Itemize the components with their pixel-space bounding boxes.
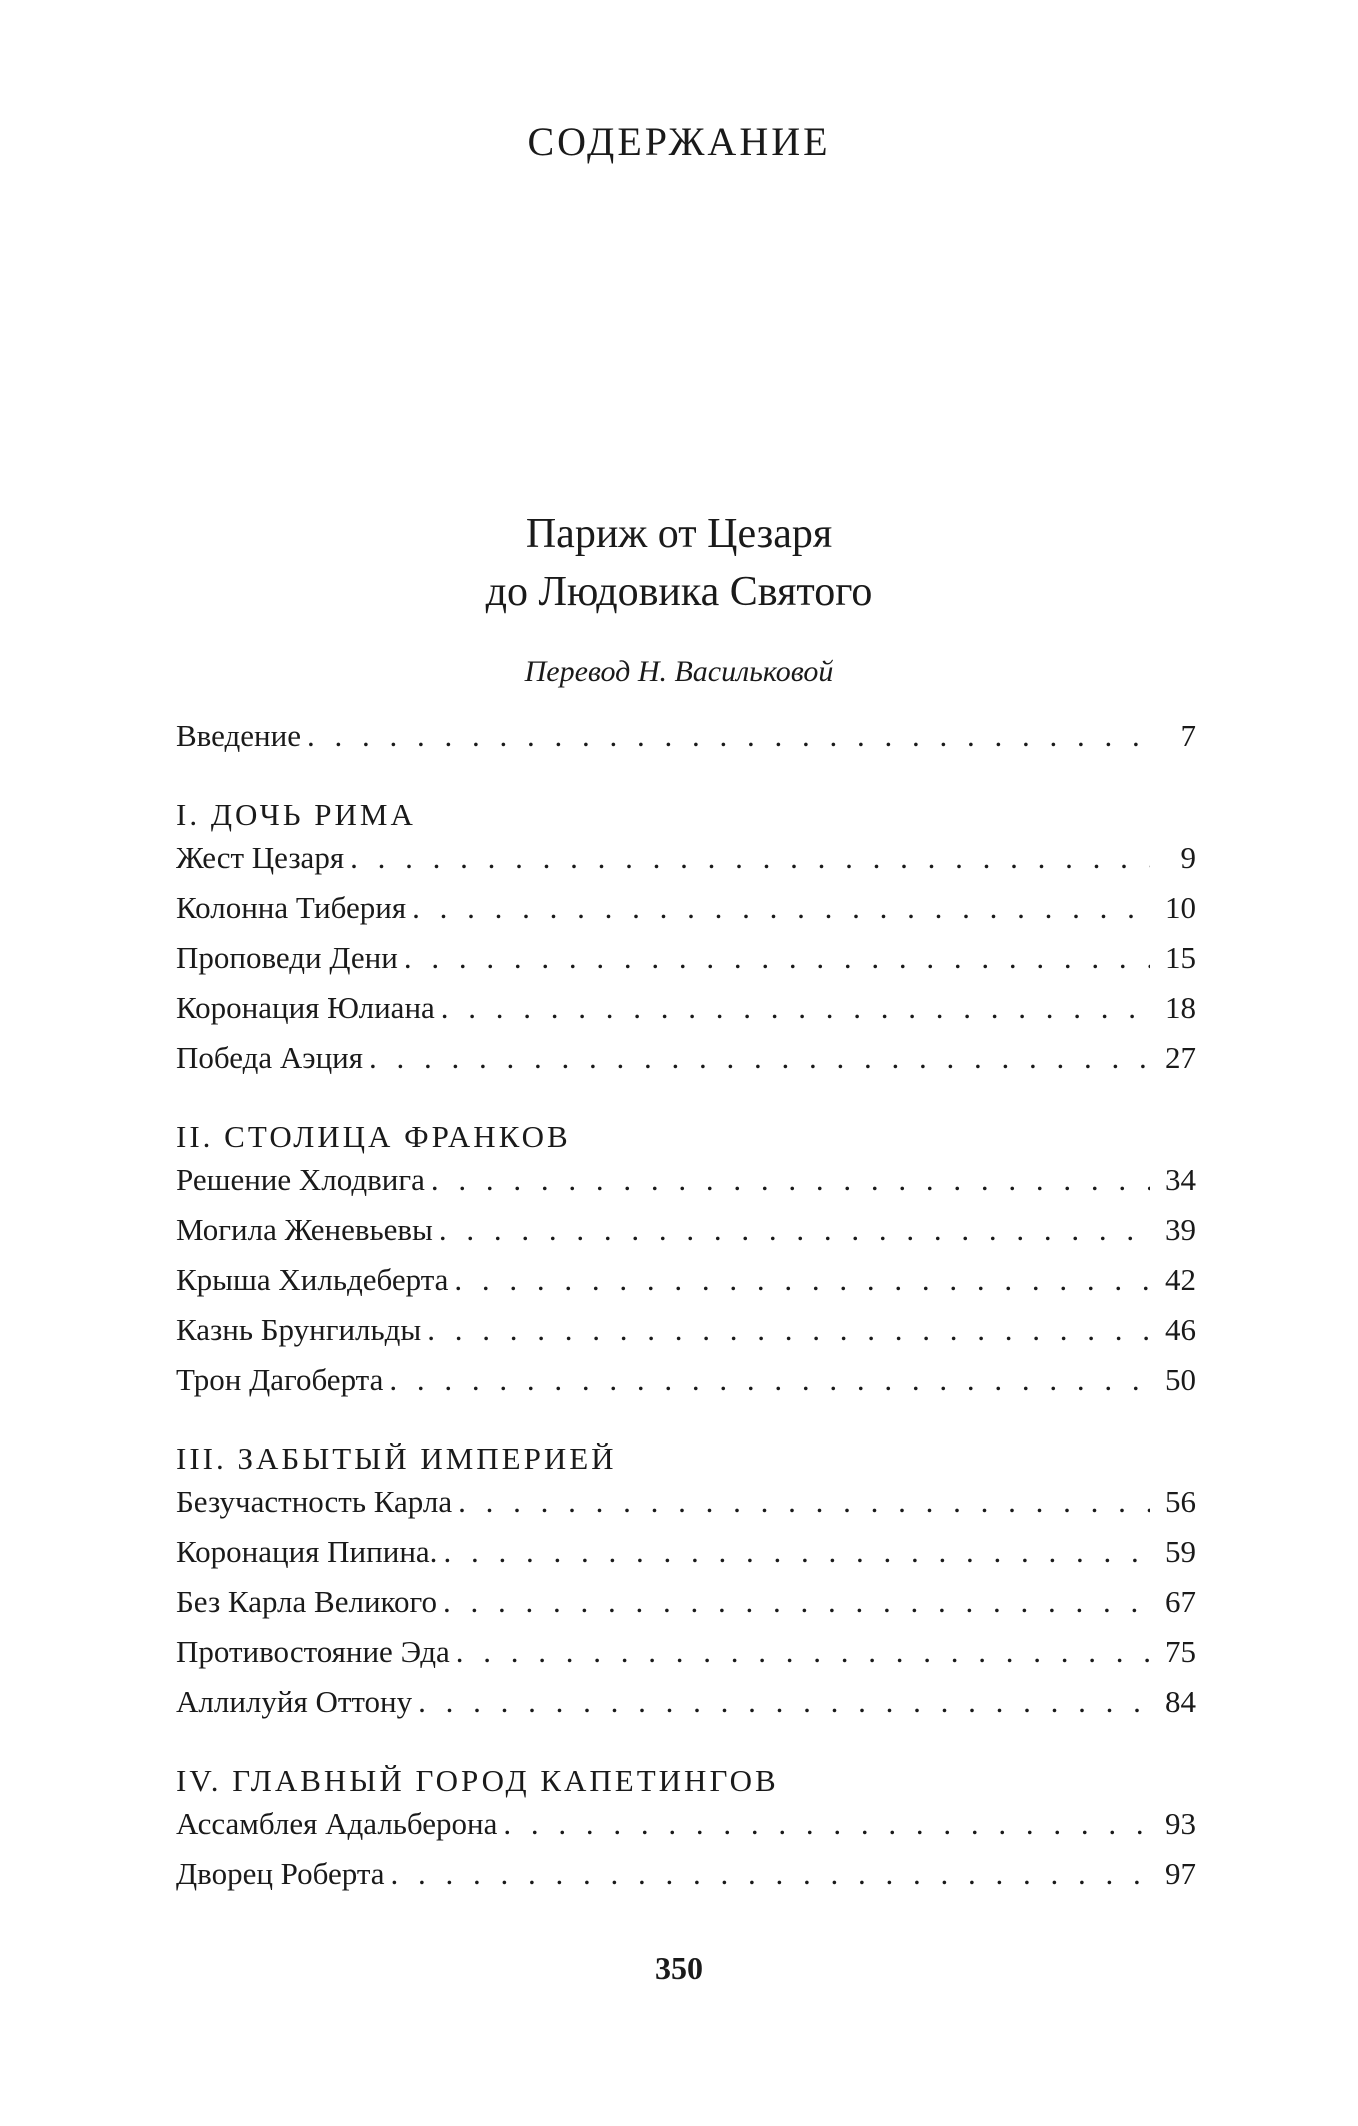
toc-entry-label: Казнь Брунгильды <box>176 1312 422 1347</box>
toc-leader-dots <box>443 1534 1150 1570</box>
toc-entry-label: Безучастность Карла <box>176 1484 453 1519</box>
toc-entry[interactable] <box>176 1684 1196 1734</box>
toc-entry[interactable] <box>176 1312 1196 1362</box>
toc-leader-dots <box>503 1806 1150 1842</box>
toc-entry[interactable] <box>176 840 1196 890</box>
toc-entry[interactable] <box>176 1584 1196 1634</box>
toc-entry-label: Трон Дагоберта <box>176 1362 384 1397</box>
toc-leader-dots <box>441 990 1150 1026</box>
book-title <box>0 505 1358 621</box>
toc-entry[interactable] <box>176 1162 1196 1212</box>
toc-entry-label: Победа Аэция <box>176 1040 364 1075</box>
toc-entry[interactable] <box>176 1212 1196 1262</box>
toc-leader-dots <box>439 1212 1150 1248</box>
toc-entry-label: Противостояние Эда <box>176 1634 450 1669</box>
toc-section-3 <box>176 1434 1196 1734</box>
toc-entry-label: Коронация Пипина. <box>176 1534 438 1569</box>
toc-entry-page: 10 <box>1165 890 1196 925</box>
toc-entry-label: Проповеди Дени <box>176 940 398 975</box>
toc-leader-dots <box>404 940 1150 976</box>
toc-entry-page: 27 <box>1165 1040 1196 1075</box>
toc-entry[interactable] <box>176 990 1196 1040</box>
toc-entry-page: 18 <box>1165 990 1196 1025</box>
toc-entry-label: Дворец Роберта <box>176 1856 385 1891</box>
toc-section-title: II. СТОЛИЦА ФРАНКОВ <box>176 1119 571 1154</box>
toc-entry-page: 97 <box>1165 1856 1196 1891</box>
toc-leader-dots <box>418 1684 1150 1720</box>
toc-entry-page: 34 <box>1165 1162 1196 1197</box>
toc-entry[interactable] <box>176 940 1196 990</box>
toc-entry-intro[interactable] <box>176 718 1196 768</box>
toc-leader-dots <box>412 890 1150 926</box>
toc-entry[interactable] <box>176 890 1196 940</box>
toc-leader-dots <box>350 840 1150 876</box>
toc-leader-dots <box>456 1634 1150 1670</box>
toc-entry-page: 93 <box>1165 1806 1196 1841</box>
toc-entry[interactable] <box>176 1362 1196 1412</box>
toc-entry-page: 9 <box>1180 840 1196 875</box>
toc-leader-dots <box>458 1484 1150 1520</box>
toc-entry-page: 7 <box>1180 718 1196 753</box>
toc-entry-label: Без Карла Великого <box>176 1584 437 1619</box>
toc-section-title: IV. ГЛАВНЫЙ ГОРОД КАПЕТИНГОВ <box>176 1763 779 1798</box>
toc-section-4 <box>176 1756 1196 1906</box>
toc-entry-page: 15 <box>1165 940 1196 975</box>
toc-entry-label: Могила Женевьевы <box>176 1212 433 1247</box>
toc-entry-page: 75 <box>1165 1634 1196 1669</box>
page-number: 350 <box>655 1950 703 1986</box>
toc-entry-label: Жест Цезаря <box>176 840 345 875</box>
toc-entry[interactable] <box>176 1806 1196 1856</box>
toc-entry-label: Введение <box>176 718 301 753</box>
book-title-line1: Париж от Цезаря <box>525 511 833 557</box>
toc-entry[interactable] <box>176 1634 1196 1684</box>
toc-entry-label: Колонна Тиберия <box>176 890 407 925</box>
toc-entry-label: Решение Хлодвига <box>176 1162 425 1197</box>
toc-leader-dots <box>391 1856 1150 1892</box>
toc-section-2 <box>176 1112 1196 1412</box>
toc-entry-label: Ассамблея Адальберона <box>176 1806 498 1841</box>
toc-entry-label: Крыша Хильдеберта <box>176 1262 449 1297</box>
toc-entry[interactable] <box>176 1040 1196 1090</box>
toc-entry-page: 42 <box>1165 1262 1196 1297</box>
toc-leader-dots <box>307 718 1150 754</box>
toc-entry-label: Коронация Юлиана <box>176 990 435 1025</box>
toc-entry-page: 56 <box>1165 1484 1196 1519</box>
toc-entry[interactable] <box>176 1534 1196 1584</box>
toc-leader-dots <box>443 1584 1150 1620</box>
toc-entry-page: 39 <box>1165 1212 1196 1247</box>
toc-entry-page: 59 <box>1165 1534 1196 1569</box>
toc-entry[interactable] <box>176 1262 1196 1312</box>
toc-entry-page: 84 <box>1165 1684 1196 1719</box>
toc-leader-dots <box>454 1262 1150 1298</box>
toc-leader-dots <box>369 1040 1150 1076</box>
table-of-contents <box>176 718 1196 1906</box>
toc-entry[interactable] <box>176 1856 1196 1906</box>
toc-entry-page: 67 <box>1165 1584 1196 1619</box>
book-title-line2: до Людовика Святого <box>485 569 873 615</box>
toc-entry-label: Аллилуйя Оттону <box>176 1684 413 1719</box>
toc-leader-dots <box>431 1162 1150 1198</box>
toc-entry-page: 46 <box>1165 1312 1196 1347</box>
toc-section-title: I. ДОЧЬ РИМА <box>176 797 416 832</box>
toc-leader-dots <box>427 1312 1150 1348</box>
page-heading: СОДЕРЖАНИЕ <box>527 119 831 164</box>
toc-entry-page: 50 <box>1165 1362 1196 1397</box>
toc-leader-dots <box>389 1362 1150 1398</box>
translator-credit: Перевод Н. Васильковой <box>524 655 834 688</box>
toc-section-1 <box>176 790 1196 1090</box>
toc-entry[interactable] <box>176 1484 1196 1534</box>
toc-section-title: III. ЗАБЫТЫЙ ИМПЕРИЕЙ <box>176 1441 617 1476</box>
